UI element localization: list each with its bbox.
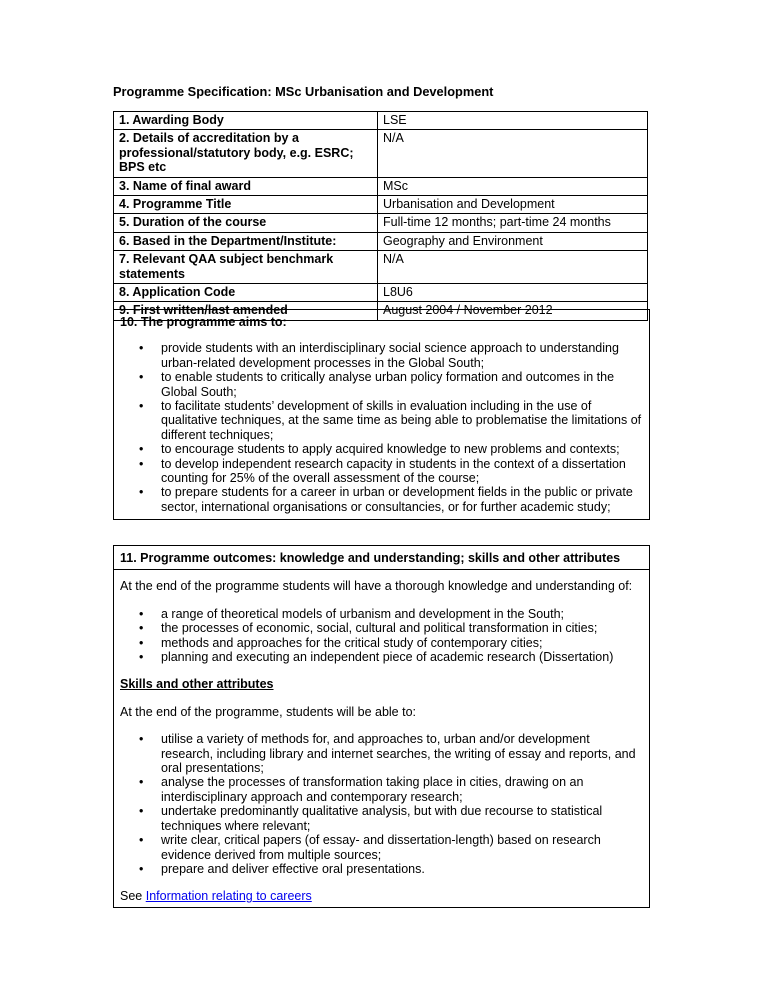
careers-line xyxy=(120,889,643,903)
spec-row xyxy=(114,214,648,232)
careers-link[interactable]: Information relating to careers xyxy=(145,889,312,904)
list-item: • provide students with an interdisciplinary social science approach to understanding urban-related development processes in the Global South; xyxy=(120,341,643,370)
list-item: • the processes of economic, social, cultural and political transformation in cities; xyxy=(120,621,643,635)
programme-details-table xyxy=(113,111,648,321)
knowledge-intro: At the end of the programme students will have a thorough knowledge and understanding of: xyxy=(120,579,633,594)
list-item: • analyse the processes of transformation taking place in cities, drawing on an interdisciplinary approach and contemporary research; xyxy=(120,775,643,804)
spec-label: 4. Programme Title xyxy=(114,196,378,214)
programme-outcomes-section xyxy=(113,545,650,908)
list-item: • to facilitate students’ development of skills in evaluation including in the use of qualitative techniques, at the same time as being able to problematise the limitations of different techniques; xyxy=(120,399,643,442)
spec-row xyxy=(114,284,648,302)
list-item: • undertake predominantly qualitative analysis, but with due recourse to statistical techniques where relevant; xyxy=(120,804,643,833)
skills-intro: At the end of the programme, students will be able to: xyxy=(120,704,417,719)
spec-value: N/A xyxy=(378,130,648,177)
spec-label: 1. Awarding Body xyxy=(114,112,378,130)
list-item: • to encourage students to apply acquired knowledge to new problems and contexts; xyxy=(120,442,643,456)
spec-row xyxy=(114,177,648,195)
spec-row xyxy=(114,130,648,177)
spec-label: 5. Duration of the course xyxy=(114,214,378,232)
spec-row xyxy=(114,112,648,130)
spec-label: 9. First written/last amended xyxy=(114,302,378,320)
list-item: • prepare and deliver effective oral presentations. xyxy=(120,862,643,876)
spec-value: L8U6 xyxy=(378,284,648,302)
knowledge-list xyxy=(120,607,643,665)
outcomes-title: 11. Programme outcomes: knowledge and understanding; skills and other attributes xyxy=(114,551,649,570)
list-item: • to develop independent research capacity in students in the context of a dissertation counting for 25% of the overall assessment of the course; xyxy=(120,457,643,486)
spec-label: 6. Based in the Department/Institute: xyxy=(114,232,378,250)
see-prefix: See xyxy=(120,889,146,904)
spec-label: 7. Relevant QAA subject benchmark statements xyxy=(114,251,378,284)
spec-value: August 2004 / November 2012 xyxy=(378,302,648,320)
spec-label: 8. Application Code xyxy=(114,284,378,302)
aims-title: 10. The programme aims to: xyxy=(120,315,287,329)
skills-heading: Skills and other attributes xyxy=(120,677,274,692)
list-item: • to enable students to critically analyse urban policy formation and outcomes in the Global South; xyxy=(120,370,643,399)
spec-row xyxy=(114,251,648,284)
list-item: • planning and executing an independent piece of academic research (Dissertation) xyxy=(120,650,643,664)
spec-row xyxy=(114,196,648,214)
aims-list xyxy=(120,341,643,514)
list-item: • utilise a variety of methods for, and approaches to, urban and/or development research, including library and internet searches, the writing of essay and reports, and oral presentations; xyxy=(120,732,643,775)
spec-row xyxy=(114,232,648,250)
spec-value: MSc xyxy=(378,177,648,195)
list-item: • to prepare students for a career in urban or development fields in the public or private sector, international organisations or consultancies, or for further academic study; xyxy=(120,485,643,514)
spec-value: Full-time 12 months; part-time 24 months xyxy=(378,214,648,232)
page-title: Programme Specification: MSc Urbanisation and Development xyxy=(113,84,494,99)
list-item: • a range of theoretical models of urbanism and development in the South; xyxy=(120,607,643,621)
spec-value: Geography and Environment xyxy=(378,232,648,250)
skills-list xyxy=(120,732,643,876)
spec-label: 2. Details of accreditation by a professional/statutory body, e.g. ESRC; BPS etc xyxy=(114,130,378,177)
programme-aims-section xyxy=(113,309,650,520)
list-item: • write clear, critical papers (of essay- and dissertation-length) based on research evidence derived from multiple sources; xyxy=(120,833,643,862)
spec-value: N/A xyxy=(378,251,648,284)
spec-value: Urbanisation and Development xyxy=(378,196,648,214)
list-item: • methods and approaches for the critical study of contemporary cities; xyxy=(120,636,643,650)
spec-value: LSE xyxy=(378,112,648,130)
spec-label: 3. Name of final award xyxy=(114,177,378,195)
